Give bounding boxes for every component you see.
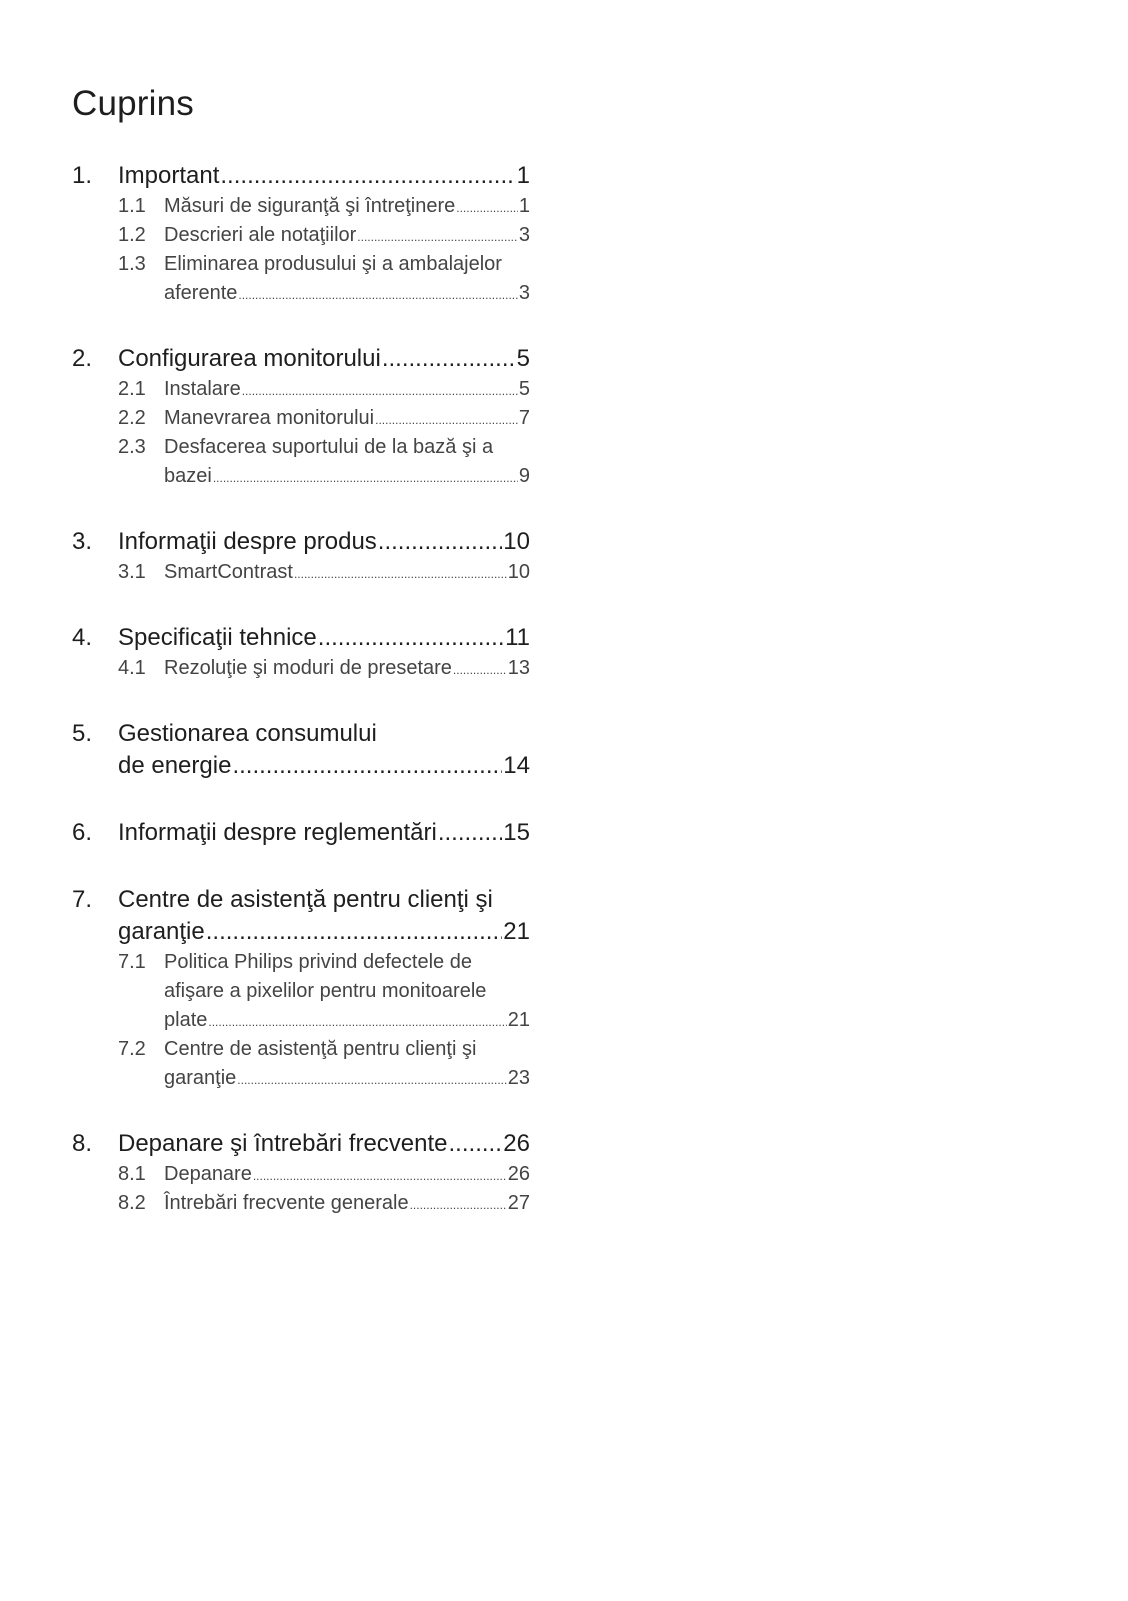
toc-section-2 (72, 343, 530, 491)
dot-leader (449, 1128, 503, 1160)
toc-entry-page: 11 (505, 624, 530, 651)
toc-subentry-1-3[interactable] (72, 250, 530, 279)
toc-subentry-number: 7.2 (118, 1038, 146, 1060)
toc-entry-title: Centre de asistenţă pentru clienţi şi (118, 886, 493, 913)
toc-subentry-title: Politica Philips privind defectele de (164, 951, 472, 973)
toc-entry-number: 3. (72, 528, 93, 555)
toc-entry-6[interactable] (72, 817, 530, 849)
toc-entry-number: 7. (72, 886, 93, 913)
dot-leader (357, 223, 518, 252)
toc-section-3 (72, 526, 530, 587)
toc-subentry-title-continued: garanţie (164, 1067, 237, 1089)
toc-subentry-title: Eliminarea produsului şi a ambalajelor (164, 253, 502, 275)
toc-section-5 (72, 718, 530, 782)
toc-subentry-title: Centre de asistenţă pentru clienţi şi (164, 1038, 477, 1060)
toc-entry-page: 14 (503, 752, 530, 779)
dot-leader (237, 1066, 506, 1095)
dot-leader (220, 160, 515, 192)
toc-entry-page: 5 (516, 345, 530, 372)
toc-subentry-7-1[interactable] (72, 948, 530, 977)
toc-subentry-number: 7.1 (118, 951, 146, 973)
toc-subentry-page: 1 (518, 195, 530, 217)
toc-entry-number: 2. (72, 345, 93, 372)
toc-subentry-number: 1.3 (118, 253, 146, 275)
toc-entry-8[interactable] (72, 1128, 530, 1160)
dot-leader (456, 194, 518, 223)
toc-subentry-page: 3 (518, 282, 530, 304)
toc-subentry-number: 1.2 (118, 224, 146, 246)
toc-subentry-number: 8.1 (118, 1163, 146, 1185)
toc-entry-number: 6. (72, 819, 93, 846)
toc-subentry-number: 2.3 (118, 436, 146, 458)
toc-entry-4[interactable] (72, 622, 530, 654)
dot-leader (318, 622, 504, 654)
toc-entry-title: Depanare şi întrebări frecvente (118, 1130, 448, 1157)
toc-entry-page: 10 (503, 528, 530, 555)
toc-entry-7[interactable] (72, 884, 530, 916)
toc-subentry-2-2[interactable] (72, 404, 530, 433)
toc-subentry-title: Desfacerea suportului de la bază şi a (164, 436, 494, 458)
toc-subentry-title: Rezoluţie şi moduri de presetare (164, 657, 452, 679)
toc-entry-title: Configurarea monitorului (118, 345, 381, 372)
toc-entry-5[interactable] (72, 718, 530, 750)
toc-entry-2[interactable] (72, 343, 530, 375)
dot-leader (213, 464, 518, 493)
toc-subentry-title: Descrieri ale notaţiilor (164, 224, 357, 246)
dot-leader (206, 916, 503, 948)
page-title: Cuprins (72, 84, 195, 123)
toc-subentry-8-2[interactable] (72, 1189, 530, 1218)
toc-subentry-page: 7 (518, 407, 530, 429)
toc-subentry-2-3[interactable] (72, 433, 530, 462)
toc-subentry-7-1-continued[interactable] (72, 1006, 530, 1035)
toc-entry-title: Informaţii despre produs (118, 528, 377, 555)
toc-subentry-1-1[interactable] (72, 192, 530, 221)
toc-subentry-title-continued: plate (164, 1009, 208, 1031)
toc-entry-number: 5. (72, 720, 93, 747)
dot-leader (410, 1191, 507, 1220)
toc-subentry-page: 9 (518, 465, 530, 487)
toc-subentry-page: 26 (507, 1163, 530, 1185)
dot-leader (294, 560, 507, 589)
toc-subentry-page: 21 (507, 1009, 530, 1031)
dot-leader (232, 750, 502, 782)
toc-subentry-number: 1.1 (118, 195, 146, 217)
toc-entry-title: Gestionarea consumului (118, 720, 377, 747)
dot-leader (453, 656, 507, 685)
toc-entry-page: 15 (503, 819, 530, 846)
toc-subentry-title-continued: aferente (164, 282, 238, 304)
toc-subentry-7-2[interactable] (72, 1035, 530, 1064)
toc-subentry-7-2-continued[interactable] (72, 1064, 530, 1093)
toc-subentry-number: 2.2 (118, 407, 146, 429)
toc-entry-3[interactable] (72, 526, 530, 558)
dot-leader (438, 817, 502, 849)
toc-entry-number: 8. (72, 1130, 93, 1157)
toc-entry-title: Informaţii despre reglementări (118, 819, 437, 846)
toc-entry-title-continued: garanţie (118, 918, 205, 945)
toc-subentry-number: 3.1 (118, 561, 146, 583)
toc-entry-title-continued: de energie (118, 752, 232, 779)
toc-entry-7-continued[interactable] (72, 916, 530, 948)
dot-leader (242, 377, 518, 406)
toc-subentry-8-1[interactable] (72, 1160, 530, 1189)
toc-subentry-title-continued: afişare a pixelilor pentru monitoarele (164, 980, 487, 1002)
toc-subentry-4-1[interactable] (72, 654, 530, 683)
toc-section-1 (72, 160, 530, 308)
toc-subentry-number: 2.1 (118, 378, 146, 400)
toc-entry-5-continued[interactable] (72, 750, 530, 782)
toc-section-6 (72, 817, 530, 849)
toc-subentry-1-2[interactable] (72, 221, 530, 250)
toc-subentry-7-1-continued[interactable] (72, 977, 530, 1006)
toc-entry-page: 26 (503, 1130, 530, 1157)
toc-subentry-title: SmartContrast (164, 561, 293, 583)
toc-subentry-1-3-continued[interactable] (72, 279, 530, 308)
toc-entry-title: Important (118, 162, 220, 189)
toc-entry-1[interactable] (72, 160, 530, 192)
toc-subentry-page: 13 (507, 657, 530, 679)
dot-leader (382, 343, 516, 375)
toc-section-7 (72, 884, 530, 1093)
toc-entry-number: 1. (72, 162, 93, 189)
toc-section-8 (72, 1128, 530, 1218)
table-of-contents (72, 160, 530, 1218)
dot-leader (253, 1162, 507, 1191)
toc-subentry-3-1[interactable] (72, 558, 530, 587)
toc-subentry-2-1[interactable] (72, 375, 530, 404)
toc-subentry-page: 3 (518, 224, 530, 246)
toc-subentry-page: 5 (518, 378, 530, 400)
toc-subentry-number: 4.1 (118, 657, 146, 679)
toc-subentry-page: 27 (507, 1192, 530, 1214)
dot-leader (238, 281, 517, 310)
dot-leader (378, 526, 503, 558)
toc-entry-page: 21 (503, 918, 530, 945)
toc-subentry-number: 8.2 (118, 1192, 146, 1214)
toc-subentry-title-continued: bazei (164, 465, 212, 487)
toc-subentry-title: Măsuri de siguranţă şi întreţinere (164, 195, 456, 217)
toc-entry-title: Specificaţii tehnice (118, 624, 317, 651)
toc-subentry-title: Întrebări frecvente generale (164, 1192, 409, 1214)
toc-subentry-title: Depanare (164, 1163, 252, 1185)
toc-section-4 (72, 622, 530, 683)
toc-subentry-2-3-continued[interactable] (72, 462, 530, 491)
dot-leader (375, 406, 518, 435)
dot-leader (208, 1008, 506, 1037)
toc-entry-page: 1 (516, 162, 530, 189)
toc-subentry-title: Instalare (164, 378, 241, 400)
toc-entry-number: 4. (72, 624, 93, 651)
toc-subentry-page: 10 (507, 561, 530, 583)
toc-subentry-title: Manevrarea monitorului (164, 407, 375, 429)
toc-subentry-page: 23 (507, 1067, 530, 1089)
